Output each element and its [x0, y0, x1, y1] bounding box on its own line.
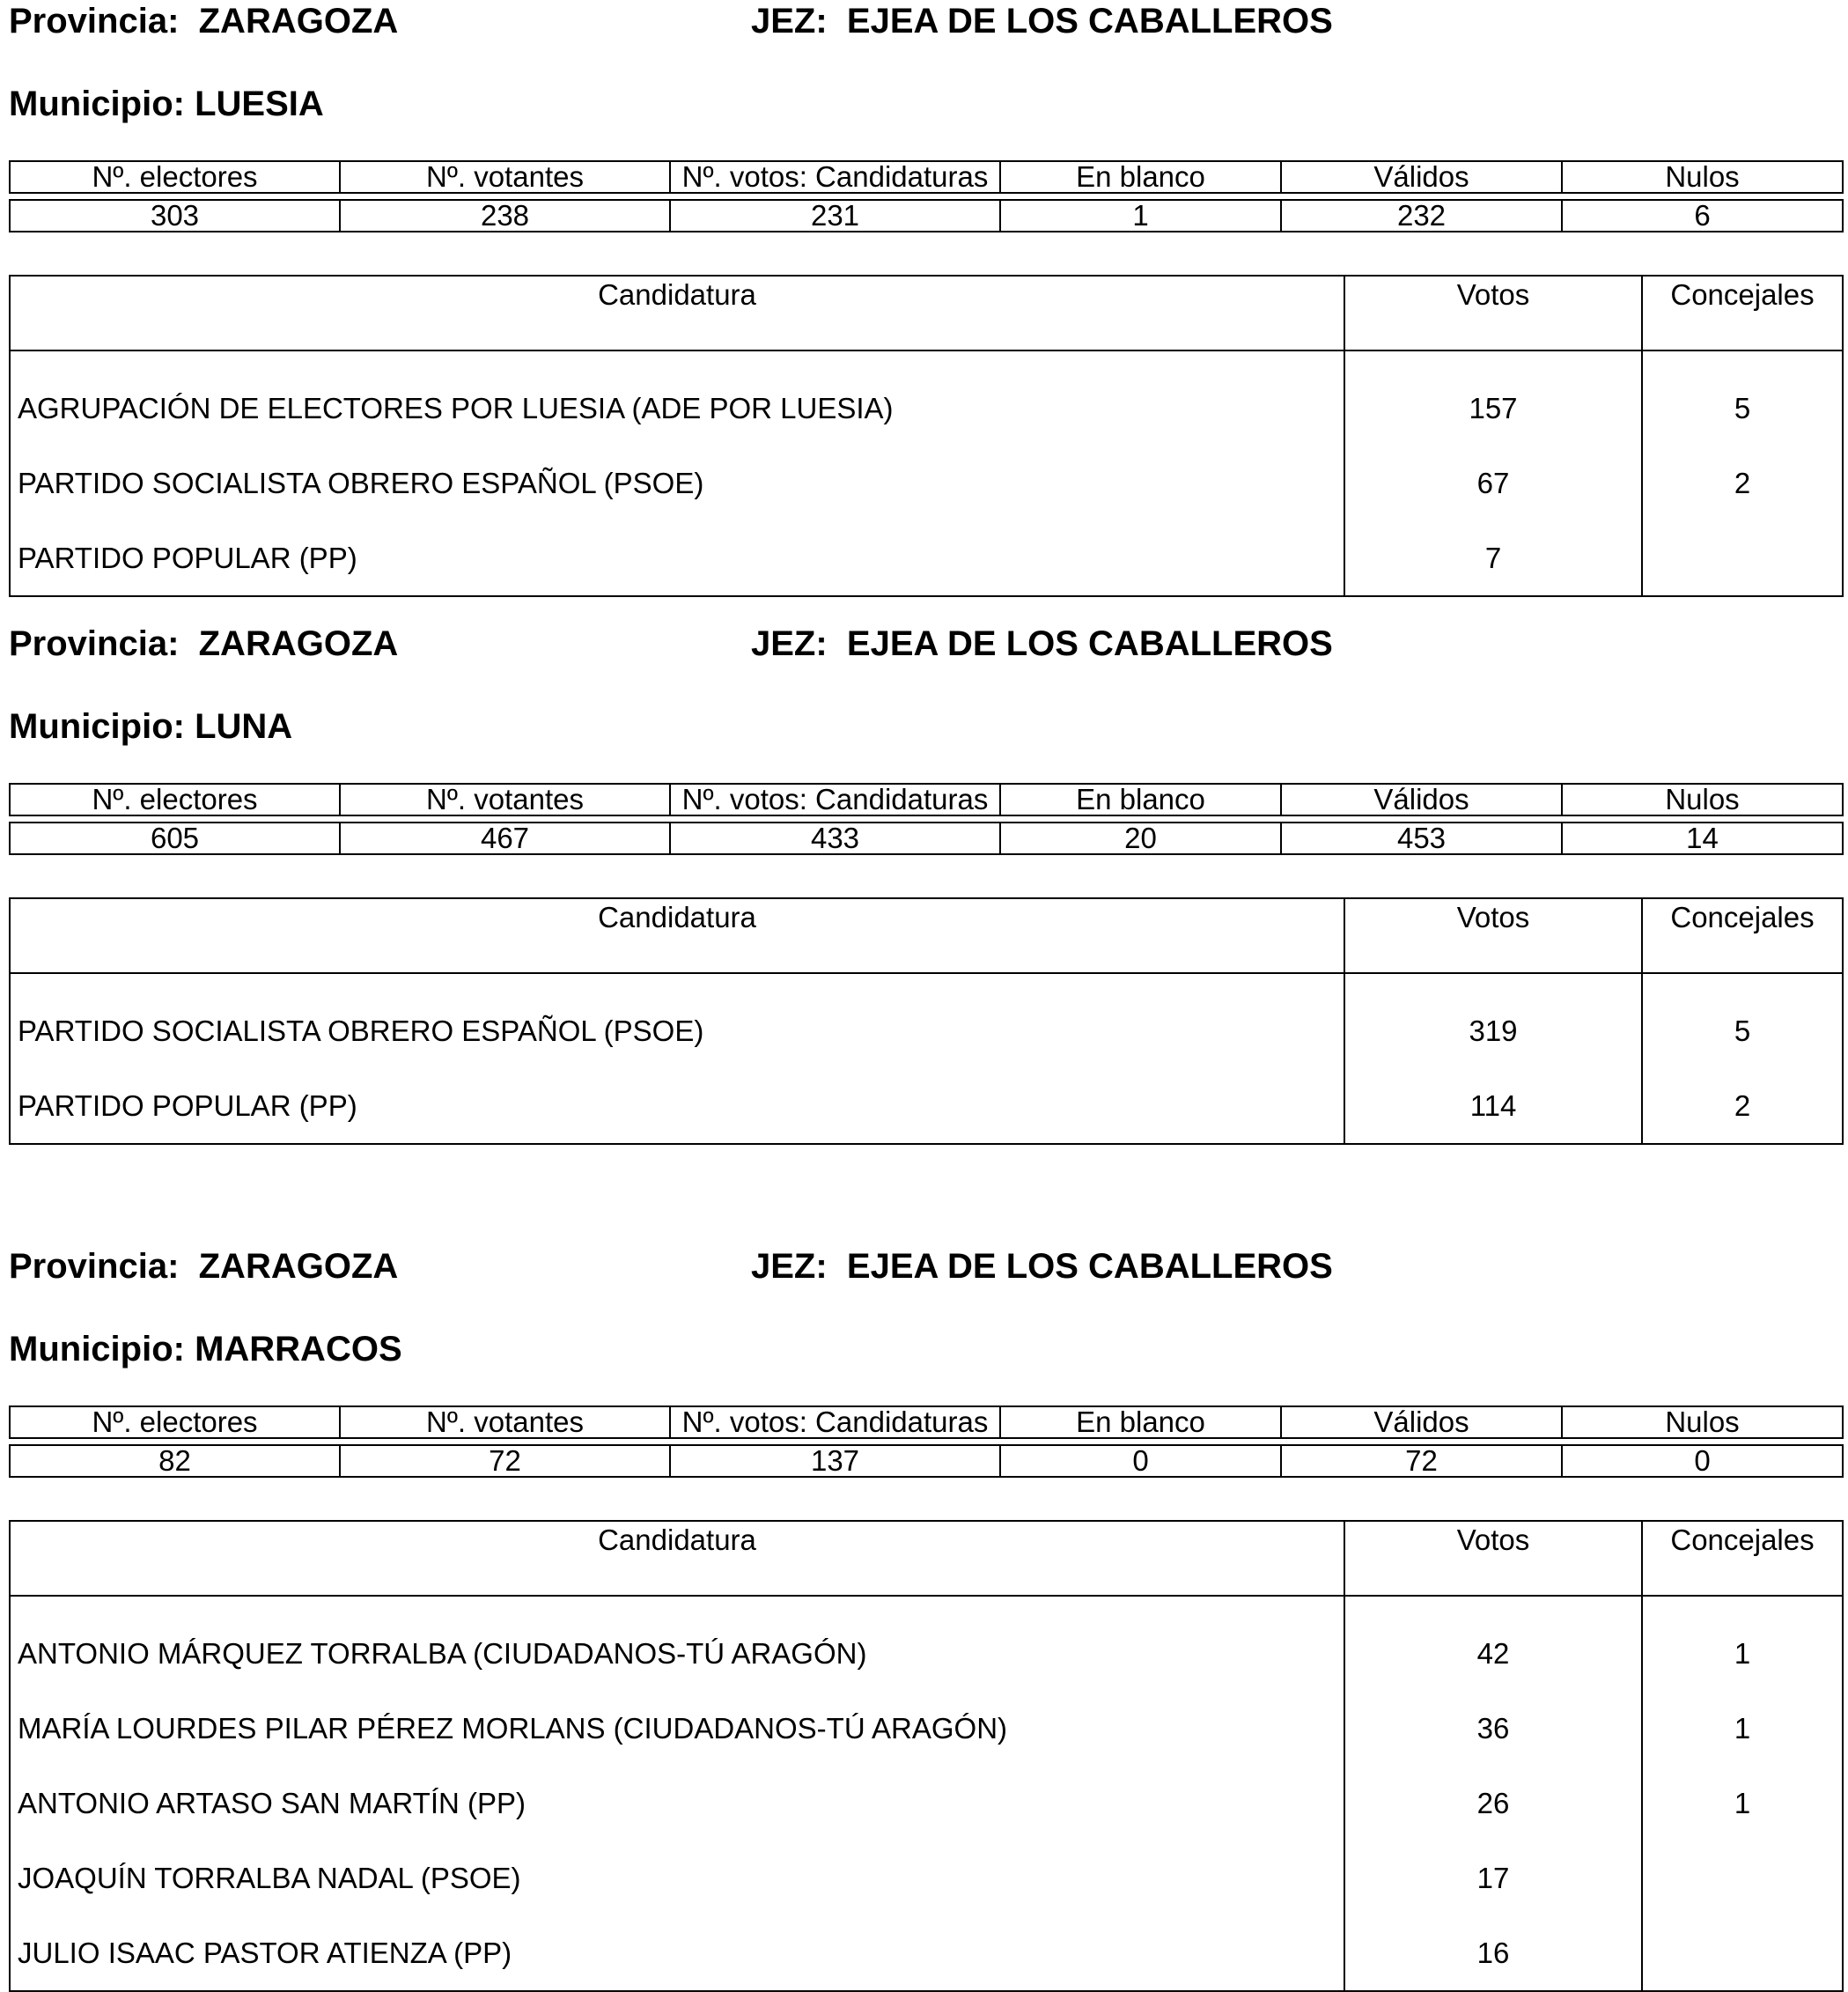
table-row — [10, 1766, 1843, 1841]
value-votantes: 72 — [340, 1445, 670, 1477]
summary-header-row — [10, 1406, 1843, 1438]
header-votos: Votos — [1344, 276, 1642, 350]
candidates-table — [9, 1520, 1844, 1992]
header-concejales: Concejales — [1642, 1521, 1843, 1596]
value-votantes: 467 — [340, 823, 670, 854]
table-row — [10, 1841, 1843, 1915]
summary-table — [9, 160, 1844, 232]
header-electores: Nº. electores — [10, 161, 340, 193]
value-en-blanco: 1 — [1000, 200, 1281, 232]
header-candidatura: Candidatura — [10, 1521, 1344, 1596]
header-votos-candidaturas: Nº. votos: Candidaturas — [670, 784, 1000, 815]
candidate-votos: 42 — [1344, 1596, 1642, 1691]
candidate-name: PARTIDO POPULAR (PP) — [10, 520, 1344, 596]
table-row — [10, 520, 1843, 596]
candidate-concejales: 5 — [1734, 391, 1751, 424]
municipio-heading: Municipio: LUESIA — [9, 85, 324, 123]
summary-table — [9, 1405, 1844, 1478]
header-validos: Válidos — [1281, 784, 1562, 815]
value-votos-candidaturas: 433 — [670, 823, 1000, 854]
table-row — [10, 1915, 1843, 1991]
value-votos-candidaturas: 137 — [670, 1445, 1000, 1477]
table-row — [10, 1068, 1843, 1144]
jez-heading: JEZ: EJEA DE LOS CABALLEROS — [751, 624, 1333, 663]
summary-header-row — [10, 784, 1843, 815]
provincia-heading: Provincia: ZARAGOZA — [9, 2, 399, 41]
header-votos-candidaturas: Nº. votos: Candidaturas — [670, 1406, 1000, 1438]
jez-heading: JEZ: EJEA DE LOS CABALLEROS — [751, 2, 1333, 41]
header-votos-candidaturas: Nº. votos: Candidaturas — [670, 161, 1000, 193]
header-votantes: Nº. votantes — [340, 1406, 670, 1438]
municipio-heading: Municipio: LUNA — [9, 707, 293, 746]
candidate-concejales — [1642, 1841, 1843, 1915]
candidate-votos: 67 — [1344, 446, 1642, 520]
value-nulos: 6 — [1562, 200, 1843, 232]
candidate-concejales — [1642, 1915, 1843, 1991]
header-votantes: Nº. votantes — [340, 161, 670, 193]
candidate-concejales: 5 — [1734, 1014, 1751, 1047]
header-en-blanco: En blanco — [1000, 784, 1281, 815]
value-electores: 605 — [10, 823, 340, 854]
jez-heading: JEZ: EJEA DE LOS CABALLEROS — [751, 1247, 1333, 1286]
header-electores: Nº. electores — [10, 784, 340, 815]
summary-value-row — [10, 1445, 1843, 1477]
candidate-name: JOAQUÍN TORRALBA NADAL (PSOE) — [10, 1841, 1344, 1915]
summary-value-row — [10, 200, 1843, 232]
municipio-heading: Municipio: MARRACOS — [9, 1330, 402, 1369]
candidate-name: ANTONIO MÁRQUEZ TORRALBA (CIUDADANOS-TÚ ARAGÓN) — [10, 1596, 1344, 1691]
candidate-name: JULIO ISAAC PASTOR ATIENZA (PP) — [10, 1915, 1344, 1991]
table-row — [10, 446, 1843, 520]
candidates-table — [9, 897, 1844, 1145]
candidate-votos: 319 — [1344, 973, 1642, 1068]
candidates-header-row — [10, 276, 1843, 350]
summary-header-row — [10, 161, 1843, 193]
value-electores: 303 — [10, 200, 340, 232]
header-votos: Votos — [1344, 1521, 1642, 1596]
header-en-blanco: En blanco — [1000, 1406, 1281, 1438]
value-nulos: 0 — [1562, 1445, 1843, 1477]
candidate-name: AGRUPACIÓN DE ELECTORES POR LUESIA (ADE POR LUESIA) — [10, 350, 1344, 446]
candidate-concejales: 1 — [1734, 1636, 1751, 1670]
table-row — [10, 1691, 1843, 1766]
candidate-name: PARTIDO POPULAR (PP) — [10, 1068, 1344, 1144]
header-candidatura: Candidatura — [10, 276, 1344, 350]
candidate-votos: 16 — [1344, 1915, 1642, 1991]
header-validos: Válidos — [1281, 1406, 1562, 1438]
candidate-votos: 17 — [1344, 1841, 1642, 1915]
candidate-votos: 26 — [1344, 1766, 1642, 1841]
candidate-votos: 36 — [1344, 1691, 1642, 1766]
summary-value-row — [10, 823, 1843, 854]
value-en-blanco: 0 — [1000, 1445, 1281, 1477]
table-row — [10, 1596, 1843, 1691]
candidate-name: MARÍA LOURDES PILAR PÉREZ MORLANS (CIUDADANOS-TÚ ARAGÓN) — [10, 1691, 1344, 1766]
candidate-concejales: 1 — [1734, 1786, 1751, 1819]
header-concejales: Concejales — [1642, 276, 1843, 350]
candidate-votos: 157 — [1344, 350, 1642, 446]
value-nulos: 14 — [1562, 823, 1843, 854]
value-votantes: 238 — [340, 200, 670, 232]
candidate-concejales — [1642, 520, 1843, 596]
value-votos-candidaturas: 231 — [670, 200, 1000, 232]
header-nulos: Nulos — [1562, 784, 1843, 815]
header-electores: Nº. electores — [10, 1406, 340, 1438]
candidates-table — [9, 275, 1844, 597]
provincia-heading: Provincia: ZARAGOZA — [9, 624, 399, 663]
header-nulos: Nulos — [1562, 1406, 1843, 1438]
summary-table — [9, 783, 1844, 855]
candidates-header-row — [10, 1521, 1843, 1596]
candidate-concejales: 2 — [1734, 466, 1751, 499]
header-en-blanco: En blanco — [1000, 161, 1281, 193]
header-validos: Válidos — [1281, 161, 1562, 193]
header-votantes: Nº. votantes — [340, 784, 670, 815]
table-row — [10, 973, 1843, 1068]
provincia-heading: Provincia: ZARAGOZA — [9, 1247, 399, 1286]
candidate-name: ANTONIO ARTASO SAN MARTÍN (PP) — [10, 1766, 1344, 1841]
candidate-concejales: 2 — [1734, 1088, 1751, 1122]
table-row — [10, 350, 1843, 446]
candidates-header-row — [10, 898, 1843, 973]
value-validos: 453 — [1281, 823, 1562, 854]
header-votos: Votos — [1344, 898, 1642, 973]
value-validos: 232 — [1281, 200, 1562, 232]
candidate-votos: 114 — [1344, 1068, 1642, 1144]
header-nulos: Nulos — [1562, 161, 1843, 193]
candidate-name: PARTIDO SOCIALISTA OBRERO ESPAÑOL (PSOE) — [10, 446, 1344, 520]
candidate-name: PARTIDO SOCIALISTA OBRERO ESPAÑOL (PSOE) — [10, 973, 1344, 1068]
value-validos: 72 — [1281, 1445, 1562, 1477]
value-electores: 82 — [10, 1445, 340, 1477]
header-concejales: Concejales — [1642, 898, 1843, 973]
value-en-blanco: 20 — [1000, 823, 1281, 854]
candidate-votos: 7 — [1344, 520, 1642, 596]
header-candidatura: Candidatura — [10, 898, 1344, 973]
candidate-concejales: 1 — [1734, 1711, 1751, 1745]
